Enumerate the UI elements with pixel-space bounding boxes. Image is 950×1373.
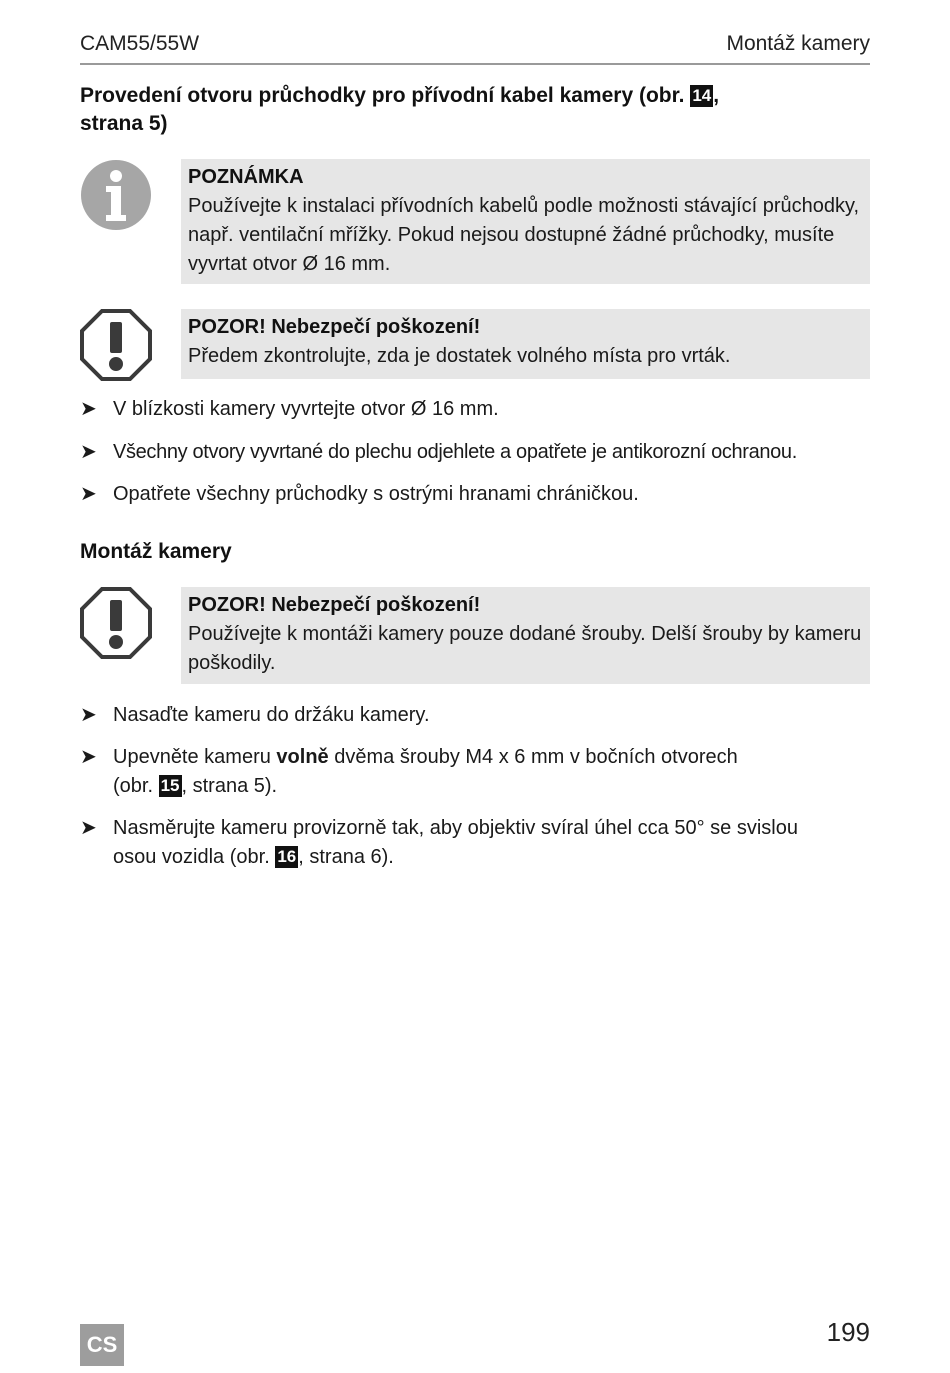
- language-badge: CS: [80, 1324, 124, 1366]
- caution-title: POZOR! Nebezpečí poškození!: [188, 594, 481, 616]
- warning-icon: [80, 587, 152, 659]
- page-number: 199: [826, 1317, 870, 1347]
- header-section: Montáž kamery: [726, 32, 870, 55]
- caution-block-drill: [80, 309, 870, 379]
- info-icon: [80, 159, 152, 231]
- header-model: CAM55/55W: [80, 32, 200, 55]
- warning-icon: [80, 309, 152, 381]
- step-arrow-icon: ➤: [80, 483, 97, 505]
- step-arrow-icon: ➤: [80, 398, 97, 420]
- step-arrow-icon: ➤: [80, 817, 97, 839]
- caution-text: Používejte k montáži kamery pouze dodané šrouby. Delší šrouby by kameru poškodily.: [188, 623, 862, 674]
- section-heading-mounting: Montáž kamery: [80, 540, 232, 563]
- note-box: [181, 159, 870, 284]
- step-arrow-icon: ➤: [80, 441, 97, 463]
- caution-box: [181, 309, 870, 379]
- list-item: ➤ V blízkosti kamery vyvrtejte otvor Ø 16 mm.: [80, 395, 875, 424]
- list-item: ➤ Nasměrujte kameru provizorně tak, aby objektiv svíral úhel cca 50° se svislou osou vozidla (obr. 16 , strana 6).: [80, 814, 875, 872]
- step-arrow-icon: ➤: [80, 704, 97, 726]
- section-heading-drilling: Provedení otvoru průchodky pro přívodní kabel kamery (obr. 14, strana 5): [80, 84, 720, 135]
- figure-ref-16: 16: [277, 847, 297, 866]
- caution-box: [181, 587, 870, 684]
- list-item: ➤ Opatřete všechny průchodky s ostrými hranami chráničkou.: [80, 480, 875, 509]
- caution-block-screws: [80, 587, 870, 684]
- note-title: POZNÁMKA: [188, 166, 304, 188]
- page-header: [80, 30, 870, 65]
- caution-text: Předem zkontrolujte, zda je dostatek volného místa pro vrták.: [188, 345, 731, 367]
- figure-ref-15: 15: [160, 776, 180, 795]
- emphasis-loose: volně: [276, 746, 329, 768]
- step-arrow-icon: ➤: [80, 746, 97, 768]
- figure-ref-14: 14: [692, 86, 712, 105]
- list-item: ➤ Upevněte kameru volně dvěma šrouby M4 x 6 mm v bočních otvorech (obr. 15 , strana 5).: [80, 743, 875, 801]
- note-text: Používejte k instalaci přívodních kabelů podle možnosti stávající průchodky, např. ventilační mřížky. Pokud nejsou dostupné žádné průchodky, musíte vyvrtat otvor Ø 16 mm.: [188, 195, 860, 275]
- list-item: ➤ Všechny otvory vyvrtané do plechu odjehlete a opatřete je antikorozní ochranou.: [80, 438, 875, 467]
- caution-title: POZOR! Nebezpečí poškození!: [188, 316, 481, 338]
- list-item: ➤ Nasaďte kameru do držáku kamery.: [80, 701, 875, 730]
- note-block: [80, 159, 870, 284]
